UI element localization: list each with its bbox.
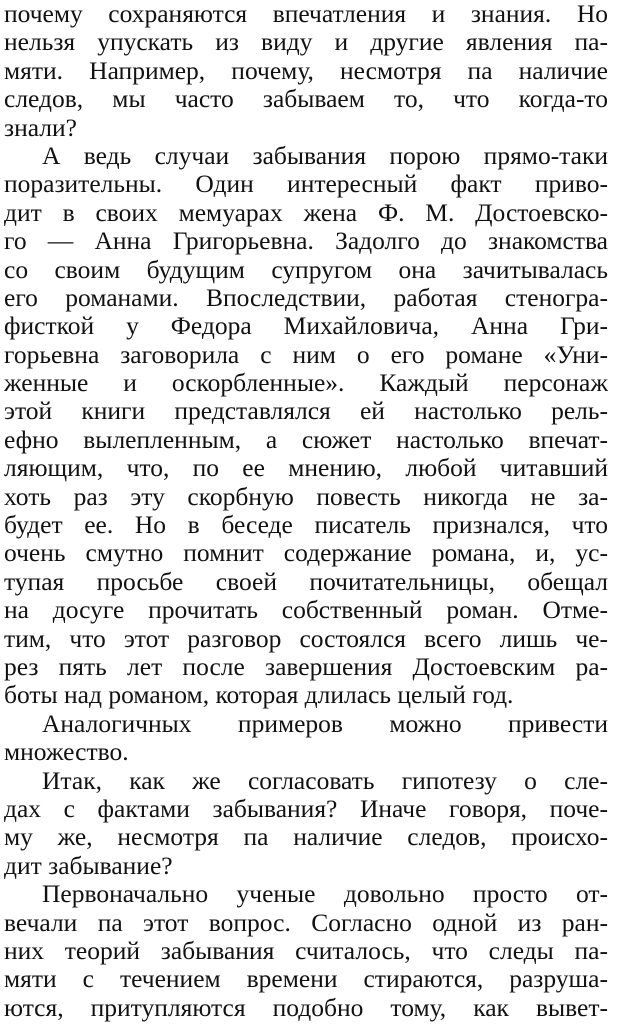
paragraph-4 (4, 767, 608, 881)
text-line: Итак, как же согласовать гипотезу о сле- (42, 766, 608, 795)
text-line: Аналогичных примеров можно привести (42, 709, 608, 738)
text-line: му же, несмотря па наличие следов, происхо- (4, 823, 608, 852)
book-page (4, 0, 608, 1022)
text-line: этой книги представлялся ей настолько рель- (4, 397, 608, 426)
paragraph-2 (4, 142, 608, 710)
text-line: вечали па этот вопрос. Согласно одной из ран- (4, 908, 608, 937)
text-line: них теорий забывания считалось, что следы па- (4, 936, 608, 965)
text-line: хоть раз эту скорбную повесть никогда не за- (4, 482, 608, 511)
text-line: следов, мы часто забываем то, что когда-то (4, 85, 608, 114)
text-line: его романами. Впоследствии, работая стеногра- (4, 283, 608, 312)
text-line: поразительны. Один интересный факт приво- (4, 170, 608, 199)
text-line: мяти с течением времени стираются, разруша- (4, 965, 608, 994)
text-line: женные и оскорбленные». Каждый персонаж (4, 369, 608, 398)
text-line: знали? (4, 113, 77, 142)
text-line: ются, притупляются подобно тому, как вывет- (4, 993, 608, 1022)
text-line: очень смутно помнит содержание романа, и, ус- (4, 539, 608, 568)
text-line: тим, что этот разговор состоялся всего лишь че- (4, 624, 608, 653)
text-line: фисткой у Федора Михайловича, Анна Гри- (4, 312, 608, 341)
text-line: почему сохраняются впечатления и знания. Но (4, 0, 608, 28)
text-line: боты над романом, которая длилась целый год. (4, 681, 514, 710)
text-line: ляющим, что, по ее мнению, любой читавший (4, 454, 608, 483)
text-line: множество. (4, 738, 129, 767)
text-line: нельзя упускать из виду и другие явления па- (4, 28, 608, 57)
text-line: тупая просьбе своей почитательницы, обещал (4, 567, 608, 596)
text-line: дит забывание? (4, 851, 173, 880)
paragraph-1 (4, 0, 608, 142)
text-line: ефно вылепленным, а сюжет настолько впечат- (4, 425, 608, 454)
text-line: будет ее. Но в беседе писатель признался, что (4, 511, 608, 540)
paragraph-5 (4, 880, 608, 1022)
text-line: на досуге прочитать собственный роман. Отме- (4, 596, 608, 625)
text-line: со своим будущим супругом она зачитывалась (4, 255, 608, 284)
text-line: рез пять лет после завершения Достоевским ра- (4, 652, 608, 681)
text-line: мяти. Например, почему, несмотря па наличие (4, 56, 608, 85)
text-line: горьевна заговорила с ним о его романе «Уни- (4, 340, 608, 369)
text-line: дит в своих мемуарах жена Ф. М. Достоевско- (4, 198, 608, 227)
paragraph-3 (4, 710, 608, 767)
text-line: Первоначально ученые довольно просто от- (42, 880, 608, 909)
text-line: го — Анна Григорьевна. Задолго до знакомства (4, 227, 608, 256)
text-line: дах с фактами забывания? Иначе говоря, поче- (4, 794, 608, 823)
text-line: А ведь случаи забывания порою прямо-таки (42, 141, 608, 170)
